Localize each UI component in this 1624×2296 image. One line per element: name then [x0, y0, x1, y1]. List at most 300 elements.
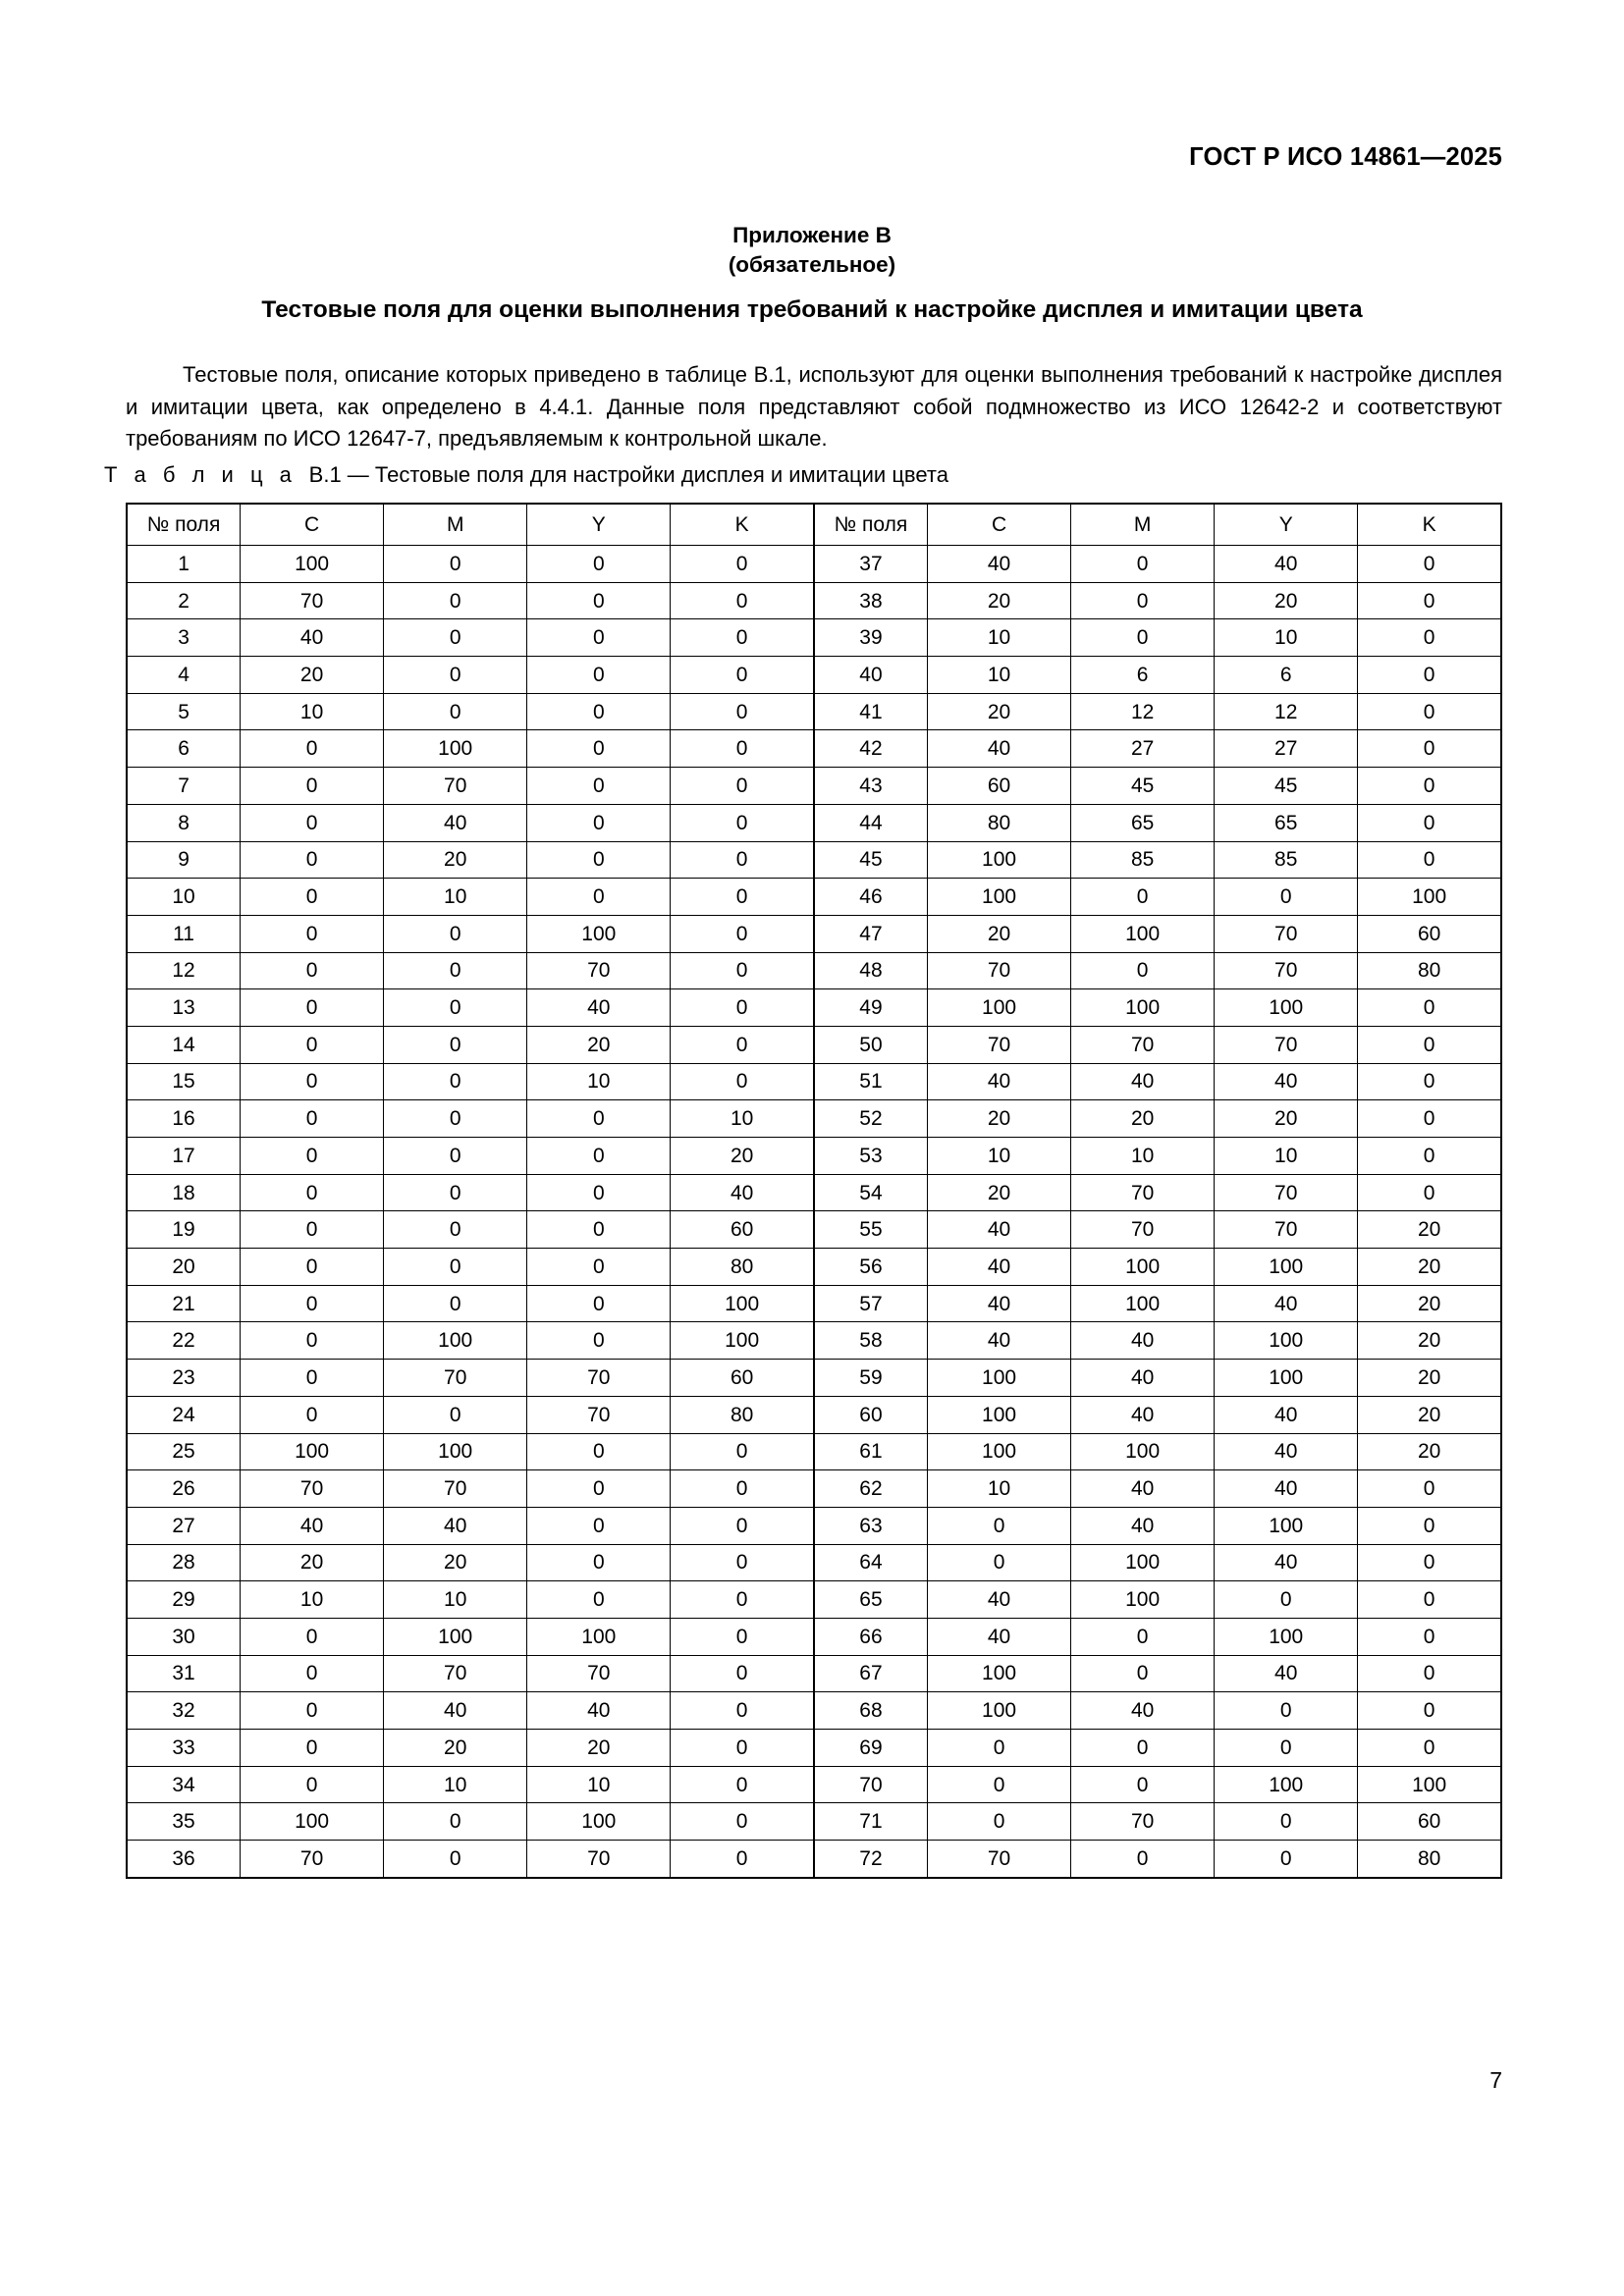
field-value-cell: 0: [241, 841, 384, 879]
field-value-cell: 100: [1215, 989, 1358, 1027]
field-number-cell: 11: [127, 915, 241, 952]
field-value-cell: 70: [928, 1841, 1071, 1878]
field-value-cell: 100: [1358, 1766, 1501, 1803]
field-value-cell: 0: [1071, 952, 1215, 989]
field-number-cell: 6: [127, 730, 241, 768]
field-value-cell: 0: [671, 1470, 814, 1508]
field-value-cell: 100: [928, 989, 1071, 1027]
field-value-cell: 100: [928, 841, 1071, 879]
table-row: [127, 1100, 1501, 1138]
field-value-cell: 70: [527, 1396, 671, 1433]
field-value-cell: 100: [241, 546, 384, 583]
field-value-cell: 40: [1215, 1063, 1358, 1100]
field-value-cell: 0: [241, 1100, 384, 1138]
field-value-cell: 70: [1215, 1211, 1358, 1249]
field-value-cell: 40: [384, 1692, 527, 1730]
field-value-cell: 40: [241, 619, 384, 657]
field-value-cell: 100: [384, 1433, 527, 1470]
field-value-cell: 20: [1358, 1396, 1501, 1433]
field-value-cell: 100: [1215, 1507, 1358, 1544]
field-value-cell: 12: [1071, 693, 1215, 730]
field-value-cell: 0: [671, 1063, 814, 1100]
field-value-cell: 40: [1215, 546, 1358, 583]
field-value-cell: 0: [1215, 1730, 1358, 1767]
field-value-cell: 0: [1215, 879, 1358, 916]
table-row: [127, 1396, 1501, 1433]
field-value-cell: 0: [671, 1544, 814, 1581]
field-number-cell: 68: [814, 1692, 928, 1730]
field-value-cell: 10: [928, 657, 1071, 694]
table-row: [127, 546, 1501, 583]
field-value-cell: 70: [384, 1655, 527, 1692]
field-value-cell: 0: [671, 582, 814, 619]
field-value-cell: 40: [1071, 1063, 1215, 1100]
field-value-cell: 0: [384, 657, 527, 694]
field-value-cell: 60: [928, 768, 1071, 805]
field-value-cell: 0: [671, 693, 814, 730]
field-value-cell: 0: [527, 768, 671, 805]
field-number-cell: 48: [814, 952, 928, 989]
field-value-cell: 0: [527, 879, 671, 916]
field-value-cell: 0: [384, 952, 527, 989]
field-value-cell: 100: [671, 1285, 814, 1322]
field-value-cell: 0: [671, 952, 814, 989]
field-number-cell: 27: [127, 1507, 241, 1544]
field-value-cell: 40: [384, 1507, 527, 1544]
field-value-cell: 0: [1358, 1544, 1501, 1581]
field-value-cell: 60: [1358, 1803, 1501, 1841]
field-number-cell: 56: [814, 1249, 928, 1286]
field-value-cell: 40: [1071, 1692, 1215, 1730]
field-value-cell: 100: [1215, 1618, 1358, 1655]
field-number-cell: 33: [127, 1730, 241, 1767]
table-row: [127, 1026, 1501, 1063]
table-row: [127, 804, 1501, 841]
field-number-cell: 38: [814, 582, 928, 619]
field-value-cell: 0: [241, 1730, 384, 1767]
field-value-cell: 20: [928, 693, 1071, 730]
field-value-cell: 100: [241, 1803, 384, 1841]
table-row: [127, 1655, 1501, 1692]
field-value-cell: 45: [1215, 768, 1358, 805]
field-number-cell: 31: [127, 1655, 241, 1692]
field-value-cell: 70: [241, 1470, 384, 1508]
field-value-cell: 60: [671, 1211, 814, 1249]
field-number-cell: 22: [127, 1322, 241, 1360]
field-value-cell: 0: [1358, 1063, 1501, 1100]
field-number-cell: 42: [814, 730, 928, 768]
field-value-cell: 10: [1215, 619, 1358, 657]
field-number-cell: 18: [127, 1174, 241, 1211]
field-value-cell: 40: [928, 1249, 1071, 1286]
field-value-cell: 70: [241, 582, 384, 619]
field-value-cell: 0: [527, 730, 671, 768]
table-caption-word: Т а б л и ц а: [104, 462, 298, 487]
field-value-cell: 70: [928, 952, 1071, 989]
intro-paragraph: Тестовые поля, описание которых приведено в таблице В.1, используют для оценки выполнения требований к настройке дисплея и имитации цвета, как определено в 4.4.1. Данные поля представляют собой подмножество из ИСО 12642-2 и соответствуют требованиям по ИСО 12647-7, предъявляемым к контрольной шкале.: [126, 362, 1502, 451]
field-value-cell: 0: [384, 1803, 527, 1841]
field-value-cell: 0: [527, 1581, 671, 1619]
field-number-cell: 45: [814, 841, 928, 879]
field-value-cell: 0: [1358, 841, 1501, 879]
field-value-cell: 10: [928, 1138, 1071, 1175]
field-number-cell: 37: [814, 546, 928, 583]
field-number-cell: 65: [814, 1581, 928, 1619]
field-value-cell: 0: [241, 1322, 384, 1360]
field-number-cell: 53: [814, 1138, 928, 1175]
field-value-cell: 0: [1358, 1174, 1501, 1211]
field-value-cell: 40: [928, 1063, 1071, 1100]
table-row: [127, 1730, 1501, 1767]
field-value-cell: 40: [671, 1174, 814, 1211]
field-value-cell: 0: [527, 619, 671, 657]
field-value-cell: 0: [1358, 619, 1501, 657]
field-value-cell: 0: [384, 1249, 527, 1286]
field-value-cell: 40: [1071, 1360, 1215, 1397]
field-value-cell: 0: [241, 952, 384, 989]
field-number-cell: 66: [814, 1618, 928, 1655]
table-row: [127, 1841, 1501, 1878]
field-number-cell: 25: [127, 1433, 241, 1470]
table-row: [127, 768, 1501, 805]
field-value-cell: 0: [1358, 1507, 1501, 1544]
field-value-cell: 0: [1215, 1692, 1358, 1730]
field-value-cell: 100: [1071, 1285, 1215, 1322]
field-value-cell: 20: [928, 915, 1071, 952]
table-column-header: C: [241, 504, 384, 546]
table-row: [127, 952, 1501, 989]
field-value-cell: 0: [671, 768, 814, 805]
field-value-cell: 0: [527, 546, 671, 583]
field-value-cell: 80: [928, 804, 1071, 841]
field-value-cell: 0: [671, 1433, 814, 1470]
field-value-cell: 70: [1215, 915, 1358, 952]
table-row: [127, 1138, 1501, 1175]
table-column-header: K: [671, 504, 814, 546]
field-value-cell: 40: [1215, 1396, 1358, 1433]
field-value-cell: 0: [671, 989, 814, 1027]
field-value-cell: 0: [384, 1174, 527, 1211]
field-value-cell: 0: [1071, 879, 1215, 916]
field-value-cell: 0: [527, 804, 671, 841]
field-value-cell: 100: [384, 730, 527, 768]
field-value-cell: 0: [671, 619, 814, 657]
field-number-cell: 28: [127, 1544, 241, 1581]
field-number-cell: 5: [127, 693, 241, 730]
field-number-cell: 15: [127, 1063, 241, 1100]
table-row: [127, 1174, 1501, 1211]
field-value-cell: 20: [527, 1026, 671, 1063]
field-value-cell: 60: [671, 1360, 814, 1397]
annex-status: (обязательное): [728, 252, 896, 277]
field-value-cell: 6: [1071, 657, 1215, 694]
field-value-cell: 0: [671, 1803, 814, 1841]
field-value-cell: 70: [1215, 1174, 1358, 1211]
table-column-header: Y: [1215, 504, 1358, 546]
test-fields-table: [126, 503, 1502, 1879]
field-value-cell: 0: [384, 1026, 527, 1063]
field-value-cell: 100: [1071, 915, 1215, 952]
field-number-cell: 64: [814, 1544, 928, 1581]
field-value-cell: 60: [1358, 915, 1501, 952]
field-value-cell: 70: [1071, 1026, 1215, 1063]
field-number-cell: 36: [127, 1841, 241, 1878]
field-value-cell: 70: [1215, 1026, 1358, 1063]
table-row: [127, 841, 1501, 879]
table-header-row: [127, 504, 1501, 546]
field-value-cell: 10: [241, 1581, 384, 1619]
field-value-cell: 100: [928, 1396, 1071, 1433]
field-value-cell: 0: [241, 1692, 384, 1730]
table-row: [127, 1470, 1501, 1508]
field-value-cell: 0: [527, 1507, 671, 1544]
field-value-cell: 20: [1358, 1211, 1501, 1249]
table-row: [127, 1803, 1501, 1841]
field-value-cell: 0: [527, 841, 671, 879]
field-value-cell: 70: [1071, 1211, 1215, 1249]
field-value-cell: 40: [1071, 1470, 1215, 1508]
field-value-cell: 0: [384, 1100, 527, 1138]
field-value-cell: 0: [241, 1396, 384, 1433]
field-number-cell: 14: [127, 1026, 241, 1063]
field-value-cell: 80: [1358, 952, 1501, 989]
field-number-cell: 24: [127, 1396, 241, 1433]
field-value-cell: 100: [1071, 1581, 1215, 1619]
table-row: [127, 1507, 1501, 1544]
field-value-cell: 0: [671, 1692, 814, 1730]
field-number-cell: 39: [814, 619, 928, 657]
field-value-cell: 0: [928, 1507, 1071, 1544]
field-value-cell: 85: [1215, 841, 1358, 879]
field-value-cell: 0: [241, 730, 384, 768]
field-value-cell: 40: [928, 1322, 1071, 1360]
field-value-cell: 10: [527, 1063, 671, 1100]
field-value-cell: 0: [1358, 1100, 1501, 1138]
field-value-cell: 20: [928, 1100, 1071, 1138]
table-row: [127, 1285, 1501, 1322]
field-number-cell: 23: [127, 1360, 241, 1397]
field-value-cell: 0: [1358, 693, 1501, 730]
field-value-cell: 0: [671, 657, 814, 694]
field-value-cell: 100: [928, 1360, 1071, 1397]
table-column-header: M: [1071, 504, 1215, 546]
field-number-cell: 7: [127, 768, 241, 805]
field-value-cell: 70: [527, 1841, 671, 1878]
field-value-cell: 0: [1358, 1026, 1501, 1063]
field-value-cell: 20: [1358, 1433, 1501, 1470]
field-number-cell: 12: [127, 952, 241, 989]
field-number-cell: 72: [814, 1841, 928, 1878]
field-value-cell: 100: [1071, 1433, 1215, 1470]
field-value-cell: 40: [384, 804, 527, 841]
field-value-cell: 70: [527, 1655, 671, 1692]
table-body: [127, 546, 1501, 1878]
field-number-cell: 34: [127, 1766, 241, 1803]
field-value-cell: 10: [384, 879, 527, 916]
field-number-cell: 55: [814, 1211, 928, 1249]
field-value-cell: 100: [1071, 1544, 1215, 1581]
field-value-cell: 0: [384, 1396, 527, 1433]
field-number-cell: 19: [127, 1211, 241, 1249]
field-value-cell: 10: [241, 693, 384, 730]
field-value-cell: 100: [1358, 879, 1501, 916]
table-row: [127, 1692, 1501, 1730]
field-value-cell: 0: [1358, 1618, 1501, 1655]
field-value-cell: 20: [1358, 1360, 1501, 1397]
field-number-cell: 60: [814, 1396, 928, 1433]
field-value-cell: 0: [671, 1507, 814, 1544]
field-number-cell: 61: [814, 1433, 928, 1470]
field-value-cell: 80: [671, 1396, 814, 1433]
field-value-cell: 20: [241, 657, 384, 694]
field-value-cell: 0: [671, 1655, 814, 1692]
field-value-cell: 40: [1071, 1322, 1215, 1360]
field-value-cell: 70: [1071, 1174, 1215, 1211]
field-number-cell: 40: [814, 657, 928, 694]
field-number-cell: 29: [127, 1581, 241, 1619]
field-value-cell: 0: [527, 1433, 671, 1470]
field-value-cell: 0: [527, 1174, 671, 1211]
annex-heading: Тестовые поля для оценки выполнения требований к настройке дисплея и имитации цвета: [261, 296, 1363, 323]
field-number-cell: 54: [814, 1174, 928, 1211]
field-value-cell: 0: [671, 1841, 814, 1878]
field-value-cell: 0: [384, 1285, 527, 1322]
field-value-cell: 80: [1358, 1841, 1501, 1878]
field-value-cell: 10: [928, 1470, 1071, 1508]
field-value-cell: 20: [671, 1138, 814, 1175]
field-value-cell: 100: [1215, 1766, 1358, 1803]
table-row: [127, 915, 1501, 952]
field-number-cell: 57: [814, 1285, 928, 1322]
field-value-cell: 0: [241, 879, 384, 916]
field-value-cell: 10: [1071, 1138, 1215, 1175]
field-value-cell: 40: [1071, 1507, 1215, 1544]
field-value-cell: 40: [527, 1692, 671, 1730]
field-value-cell: 0: [241, 1285, 384, 1322]
field-number-cell: 30: [127, 1618, 241, 1655]
field-value-cell: 0: [671, 841, 814, 879]
field-value-cell: 0: [241, 1026, 384, 1063]
field-value-cell: 0: [671, 730, 814, 768]
field-value-cell: 100: [1215, 1360, 1358, 1397]
test-fields-table-wrapper: [126, 503, 1502, 1879]
field-number-cell: 67: [814, 1655, 928, 1692]
field-value-cell: 0: [384, 1211, 527, 1249]
field-value-cell: 100: [527, 1618, 671, 1655]
field-value-cell: 0: [671, 879, 814, 916]
table-caption: [104, 461, 948, 489]
field-value-cell: 0: [527, 1211, 671, 1249]
table-row: [127, 1581, 1501, 1619]
field-number-cell: 9: [127, 841, 241, 879]
field-value-cell: 70: [384, 1360, 527, 1397]
field-value-cell: 0: [1358, 989, 1501, 1027]
table-column-header: K: [1358, 504, 1501, 546]
field-value-cell: 0: [671, 546, 814, 583]
field-value-cell: 0: [1071, 546, 1215, 583]
page-number: 7: [1489, 2067, 1502, 2093]
field-number-cell: 59: [814, 1360, 928, 1397]
table-row: [127, 1766, 1501, 1803]
table-column-header: Y: [527, 504, 671, 546]
field-value-cell: 0: [671, 804, 814, 841]
field-value-cell: 0: [241, 1211, 384, 1249]
field-value-cell: 27: [1071, 730, 1215, 768]
field-value-cell: 40: [928, 1285, 1071, 1322]
table-column-header: C: [928, 504, 1071, 546]
field-value-cell: 40: [1071, 1396, 1215, 1433]
field-value-cell: 0: [241, 989, 384, 1027]
field-value-cell: 0: [1358, 730, 1501, 768]
field-value-cell: 0: [384, 1841, 527, 1878]
field-value-cell: 0: [241, 1249, 384, 1286]
field-number-cell: 17: [127, 1138, 241, 1175]
field-value-cell: 70: [527, 952, 671, 989]
field-number-cell: 47: [814, 915, 928, 952]
field-value-cell: 20: [1358, 1249, 1501, 1286]
running-header-standard-ref: ГОСТ Р ИСО 14861—2025: [1189, 143, 1502, 171]
field-value-cell: 70: [241, 1841, 384, 1878]
field-number-cell: 52: [814, 1100, 928, 1138]
field-number-cell: 51: [814, 1063, 928, 1100]
field-number-cell: 62: [814, 1470, 928, 1508]
field-value-cell: 0: [527, 1138, 671, 1175]
table-row: [127, 1433, 1501, 1470]
table-row: [127, 1322, 1501, 1360]
field-value-cell: 40: [928, 1581, 1071, 1619]
field-value-cell: 100: [527, 1803, 671, 1841]
field-value-cell: 65: [1215, 804, 1358, 841]
field-value-cell: 20: [1071, 1100, 1215, 1138]
field-value-cell: 0: [527, 1285, 671, 1322]
table-row: [127, 619, 1501, 657]
table-column-header: № поля: [127, 504, 241, 546]
field-value-cell: 0: [1358, 1581, 1501, 1619]
field-value-cell: 20: [1215, 582, 1358, 619]
field-value-cell: 40: [1215, 1655, 1358, 1692]
field-value-cell: 0: [1215, 1581, 1358, 1619]
field-value-cell: 100: [928, 879, 1071, 916]
table-column-header: M: [384, 504, 527, 546]
field-value-cell: 65: [1071, 804, 1215, 841]
table-column-header: № поля: [814, 504, 928, 546]
field-value-cell: 100: [1071, 989, 1215, 1027]
field-value-cell: 0: [1071, 1655, 1215, 1692]
table-row: [127, 1249, 1501, 1286]
field-value-cell: 0: [1358, 1138, 1501, 1175]
field-value-cell: 70: [384, 768, 527, 805]
field-value-cell: 20: [928, 582, 1071, 619]
field-value-cell: 0: [1358, 546, 1501, 583]
field-number-cell: 71: [814, 1803, 928, 1841]
field-value-cell: 100: [928, 1692, 1071, 1730]
table-row: [127, 657, 1501, 694]
field-value-cell: 70: [1215, 952, 1358, 989]
field-number-cell: 2: [127, 582, 241, 619]
field-value-cell: 0: [384, 989, 527, 1027]
field-value-cell: 0: [241, 1174, 384, 1211]
field-value-cell: 100: [241, 1433, 384, 1470]
annex-title-block: [0, 221, 1624, 280]
field-number-cell: 10: [127, 879, 241, 916]
field-value-cell: 100: [1215, 1322, 1358, 1360]
field-value-cell: 0: [671, 1730, 814, 1767]
field-value-cell: 40: [527, 989, 671, 1027]
field-value-cell: 100: [928, 1655, 1071, 1692]
field-value-cell: 100: [384, 1322, 527, 1360]
table-row: [127, 582, 1501, 619]
field-value-cell: 0: [1358, 804, 1501, 841]
